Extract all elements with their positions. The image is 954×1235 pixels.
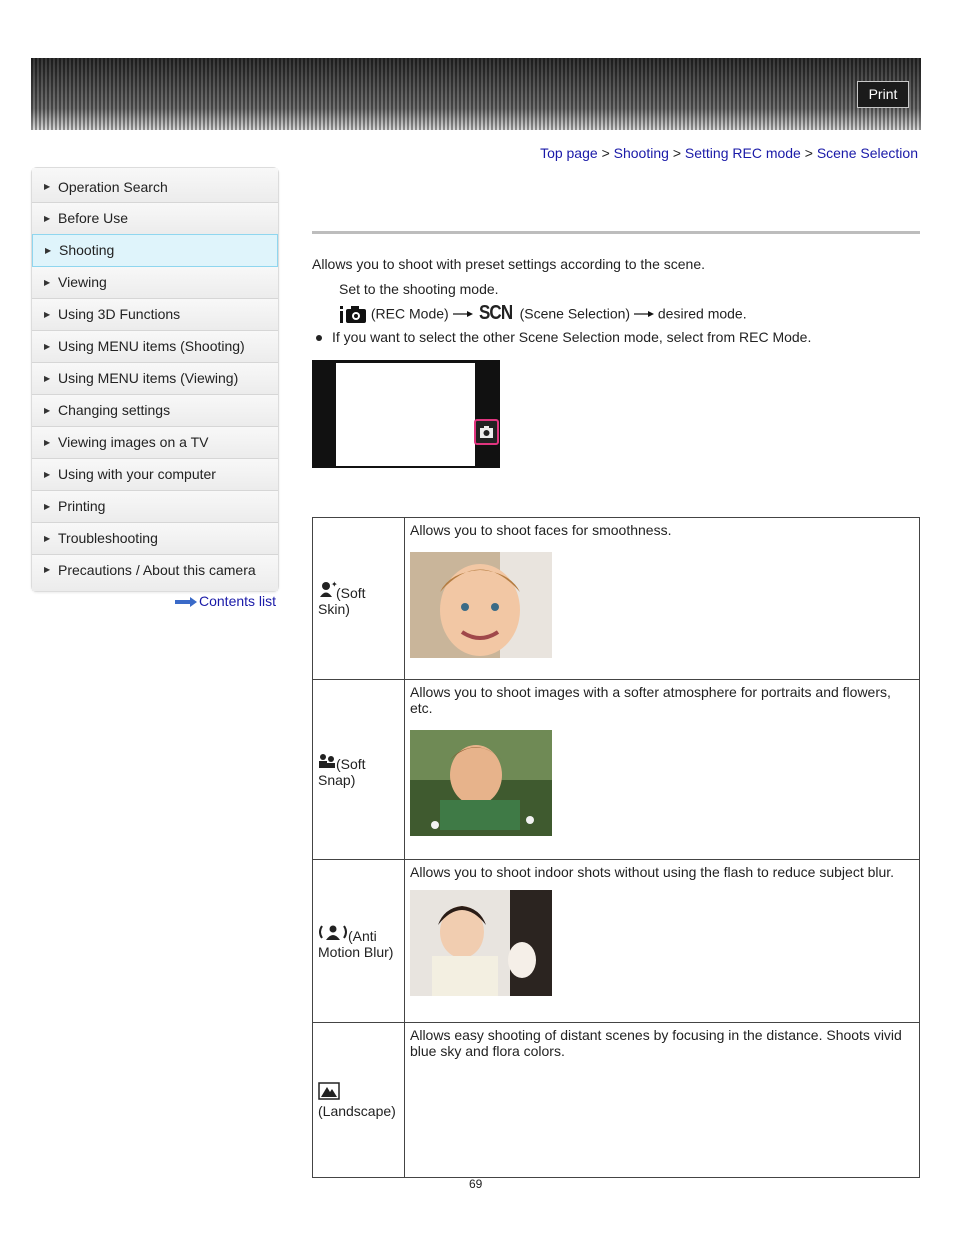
soft-skin-sample-photo [410, 552, 552, 658]
sidebar-item-viewing-on-tv[interactable] [32, 427, 278, 459]
sidebar-item-3d-functions[interactable] [32, 299, 278, 331]
table-row [313, 1023, 920, 1178]
screen-area [336, 363, 475, 466]
table-row [313, 860, 920, 1023]
scene-selection-label: (Scene Selection) [519, 305, 631, 322]
sidebar-item-operation-search[interactable] [32, 168, 278, 203]
long-arrow-right-icon [634, 310, 654, 318]
note-text: If you want to select the other Scene Selection mode, select from REC Mode. [332, 329, 812, 345]
breadcrumb-separator: > [601, 145, 610, 161]
sidebar-item-label: Using MENU items (Viewing) [58, 370, 239, 386]
svg-text:✦: ✦ [331, 580, 338, 589]
triangle-right-icon: ▶ [44, 470, 51, 479]
sidebar-item-troubleshooting[interactable] [32, 523, 278, 555]
breadcrumb-top-page[interactable]: Top page [540, 145, 598, 161]
sidebar-item-label: Using MENU items (Shooting) [58, 338, 245, 354]
scene-description: Allows easy shooting of distant scenes by focusing in the distance. Shoots vivid blue sky and flora colors. [410, 1027, 902, 1059]
triangle-right-icon: ▶ [44, 214, 51, 223]
anti-motion-blur-icon [318, 923, 348, 941]
sidebar-item-viewing[interactable] [32, 267, 278, 299]
title-divider [312, 231, 920, 234]
table-row [313, 518, 920, 680]
scene-description-cell [405, 1023, 920, 1178]
scene-name: (Soft Snap) [318, 756, 366, 788]
bullet-icon [316, 335, 322, 341]
print-button[interactable]: Print [857, 81, 909, 108]
scene-name: (Landscape) [318, 1102, 396, 1119]
triangle-right-icon: ▶ [45, 246, 52, 255]
scene-description: Allows you to shoot faces for smoothness. [410, 522, 672, 538]
sidebar-item-label: Changing settings [58, 402, 171, 418]
scene-name: (Anti Motion Blur) [318, 927, 394, 960]
soft-snap-sample-photo [410, 730, 552, 836]
anti-motion-blur-sample-photo [410, 890, 552, 996]
triangle-right-icon: ▶ [44, 438, 51, 447]
scene-description: Allows you to shoot indoor shots without using the flash to reduce subject blur. [410, 864, 895, 880]
sidebar-item-label: Shooting [59, 242, 115, 258]
header-bar [31, 58, 921, 130]
triangle-right-icon: ▶ [44, 278, 51, 287]
breadcrumb-shooting[interactable]: Shooting [613, 145, 669, 161]
step-2-instruction [339, 302, 747, 325]
soft-skin-icon [318, 580, 336, 598]
triangle-right-icon: ▶ [44, 534, 51, 543]
intro-text: Allows you to shoot with preset settings according to the scene. [312, 256, 705, 272]
camera-icon [476, 421, 497, 443]
scene-name-cell [313, 680, 405, 860]
scene-name: (Soft Skin) [318, 585, 366, 617]
contents-list-label: Contents list [199, 593, 277, 609]
scene-name-cell [313, 1023, 405, 1178]
table-row [313, 680, 920, 860]
sidebar-item-printing[interactable] [32, 491, 278, 523]
page-number: 69 [469, 1177, 483, 1191]
sidebar-nav [31, 167, 279, 592]
sidebar-item-label: Precautions / About this camera [58, 562, 256, 578]
sidebar-item-label: Operation Search [58, 179, 168, 195]
arrow-right-icon [175, 597, 197, 607]
scene-name-cell [313, 518, 405, 680]
breadcrumb [540, 145, 918, 161]
step-1-text: Set to the shooting mode. [339, 281, 499, 297]
scene-name-cell [313, 860, 405, 1023]
scene-table [312, 517, 920, 1178]
scene-description-cell [405, 518, 920, 680]
scene-description-cell [405, 680, 920, 860]
scn-icon: SCN [479, 302, 513, 324]
sidebar-item-changing-settings[interactable] [32, 395, 278, 427]
scene-description: Allows you to shoot images with a softer atmosphere for portraits and flowers, etc. [410, 684, 891, 716]
landscape-icon [318, 1082, 340, 1100]
sidebar-item-before-use[interactable] [32, 203, 278, 235]
sidebar-item-precautions[interactable] [32, 555, 278, 591]
desired-mode-label: desired mode. [657, 305, 747, 322]
camera-screen-illustration [312, 360, 500, 468]
sidebar-item-shooting[interactable] [32, 234, 278, 267]
intelligent-auto-icon [339, 304, 367, 324]
triangle-right-icon: ▶ [44, 565, 51, 574]
sidebar-item-label: Before Use [58, 210, 129, 226]
triangle-right-icon: ▶ [44, 342, 51, 351]
long-arrow-right-icon [453, 310, 473, 318]
triangle-right-icon: ▶ [44, 502, 51, 511]
sidebar-item-label: Using 3D Functions [58, 306, 181, 322]
rec-mode-label: (REC Mode) [370, 305, 449, 322]
sidebar-item-menu-shooting[interactable] [32, 331, 278, 363]
soft-snap-icon [318, 751, 336, 769]
sidebar-item-menu-viewing[interactable] [32, 363, 278, 395]
sidebar-item-label: Printing [58, 498, 106, 514]
sidebar-item-label: Viewing images on a TV [58, 434, 209, 450]
breadcrumb-separator: > [672, 145, 681, 161]
sidebar-item-using-with-computer[interactable] [32, 459, 278, 491]
triangle-right-icon: ▶ [44, 182, 51, 191]
triangle-right-icon: ▶ [44, 406, 51, 415]
sidebar-item-label: Troubleshooting [58, 530, 158, 546]
breadcrumb-separator: > [804, 145, 813, 161]
sidebar-item-label: Viewing [58, 274, 107, 290]
scene-description-cell [405, 860, 920, 1023]
breadcrumb-setting-rec-mode[interactable]: Setting REC mode [684, 145, 801, 161]
note-bullet [316, 329, 811, 345]
scene-mode-highlight [474, 419, 499, 445]
breadcrumb-scene-selection[interactable]: Scene Selection [816, 145, 918, 161]
triangle-right-icon: ▶ [44, 374, 51, 383]
contents-list-link[interactable] [175, 593, 276, 609]
sidebar-item-label: Using with your computer [58, 466, 216, 482]
triangle-right-icon: ▶ [44, 310, 51, 319]
